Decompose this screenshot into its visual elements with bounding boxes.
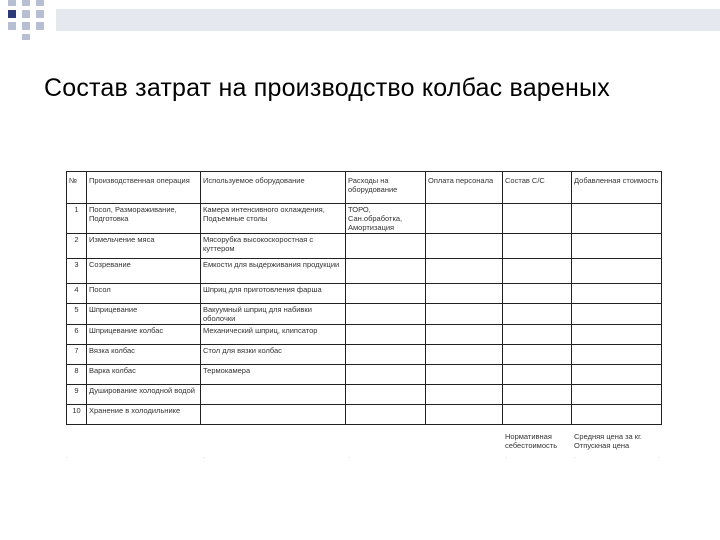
row-pay	[426, 304, 503, 325]
table-row	[67, 284, 662, 304]
row-added	[572, 325, 662, 345]
row-equipment: Мясорубка высокоскоростная с куттером	[201, 234, 346, 259]
row-operation: Варка колбас	[87, 365, 201, 385]
row-cost	[503, 259, 572, 284]
row-pay	[426, 284, 503, 304]
row-expenses	[346, 284, 426, 304]
divider-dot: ·	[658, 455, 660, 461]
row-operation: Измельчение мяса	[87, 234, 201, 259]
row-added	[572, 345, 662, 365]
row-cost	[503, 325, 572, 345]
row-cost	[503, 405, 572, 425]
row-equipment: Шприц для приготовления фарша	[201, 284, 346, 304]
row-number: 1	[67, 204, 87, 234]
row-added	[572, 304, 662, 325]
row-operation: Шприцевание	[87, 304, 201, 325]
row-number: 6	[67, 325, 87, 345]
row-added	[572, 234, 662, 259]
row-expenses	[346, 345, 426, 365]
row-expenses: ТОРО, Сан.обработка, Амортизация	[346, 204, 426, 234]
table-row	[67, 259, 662, 284]
table-row	[67, 304, 662, 325]
cost-table	[66, 171, 662, 425]
table-row	[67, 405, 662, 425]
row-number: 10	[67, 405, 87, 425]
row-number: 9	[67, 385, 87, 405]
row-number: 4	[67, 284, 87, 304]
row-expenses	[346, 385, 426, 405]
row-equipment: Емкости для выдерживания продукции	[201, 259, 346, 284]
row-equipment	[201, 405, 346, 425]
divider-dot: ·	[505, 455, 507, 461]
row-equipment: Камера интенсивного охлаждения, Подъемные столы	[201, 204, 346, 234]
row-number: 8	[67, 365, 87, 385]
divider-dot: ·	[348, 455, 350, 461]
header-equipment: Используемое оборудование	[201, 172, 346, 204]
row-pay	[426, 365, 503, 385]
table-row	[67, 365, 662, 385]
row-number: 3	[67, 259, 87, 284]
row-added	[572, 405, 662, 425]
corner-decoration	[0, 0, 720, 40]
row-operation: Посол, Размораживание, Подготовка	[87, 204, 201, 234]
row-expenses	[346, 325, 426, 345]
divider-dot: ·	[66, 455, 68, 461]
row-equipment: Механический шприц, клипсатор	[201, 325, 346, 345]
table-row	[67, 204, 662, 234]
row-pay	[426, 204, 503, 234]
row-added	[572, 204, 662, 234]
header-equipment-expenses: Расходы на оборудование	[346, 172, 426, 204]
row-cost	[503, 284, 572, 304]
row-number: 7	[67, 345, 87, 365]
row-operation: Вязка колбас	[87, 345, 201, 365]
row-added	[572, 259, 662, 284]
row-equipment	[201, 385, 346, 405]
row-added	[572, 385, 662, 405]
row-added	[572, 365, 662, 385]
row-equipment: Вакуумный шприц для набивки оболочки	[201, 304, 346, 325]
table-row	[67, 345, 662, 365]
table-header-row	[67, 172, 662, 204]
divider-dot: ·	[574, 455, 576, 461]
row-operation: Шприцевание колбас	[87, 325, 201, 345]
header-staff-pay: Оплата персонала	[426, 172, 503, 204]
header-cost-composition: Состав С/С	[503, 172, 572, 204]
row-added	[572, 284, 662, 304]
row-pay	[426, 405, 503, 425]
row-expenses	[346, 365, 426, 385]
row-pay	[426, 259, 503, 284]
table-row	[67, 234, 662, 259]
table-row	[67, 385, 662, 405]
row-expenses	[346, 234, 426, 259]
row-operation: Посол	[87, 284, 201, 304]
footer-standard-cost: Нормативная себестоимость	[505, 432, 558, 450]
row-cost	[503, 204, 572, 234]
row-equipment: Термокамера	[201, 365, 346, 385]
row-equipment: Стол для вязки колбас	[201, 345, 346, 365]
row-pay	[426, 385, 503, 405]
divider-dot: ·	[203, 455, 205, 461]
row-cost	[503, 234, 572, 259]
header-number: №	[67, 172, 87, 204]
row-expenses	[346, 405, 426, 425]
row-expenses	[346, 259, 426, 284]
row-operation: Хранение в холодильнике	[87, 405, 201, 425]
row-number: 2	[67, 234, 87, 259]
row-operation: Душирование холодной водой	[87, 385, 201, 405]
row-cost	[503, 385, 572, 405]
row-cost	[503, 345, 572, 365]
header-added-value: Добавленная стоимость	[572, 172, 662, 204]
footer-price: Средняя цена за кг. Отпускная цена	[574, 432, 642, 450]
row-cost	[503, 365, 572, 385]
header-operation: Производственная операция	[87, 172, 201, 204]
slide-title: Состав затрат на производство колбас вареных	[44, 74, 610, 102]
row-cost	[503, 304, 572, 325]
row-number: 5	[67, 304, 87, 325]
row-pay	[426, 234, 503, 259]
row-pay	[426, 345, 503, 365]
table-row	[67, 325, 662, 345]
row-expenses	[346, 304, 426, 325]
row-pay	[426, 325, 503, 345]
row-operation: Созревание	[87, 259, 201, 284]
